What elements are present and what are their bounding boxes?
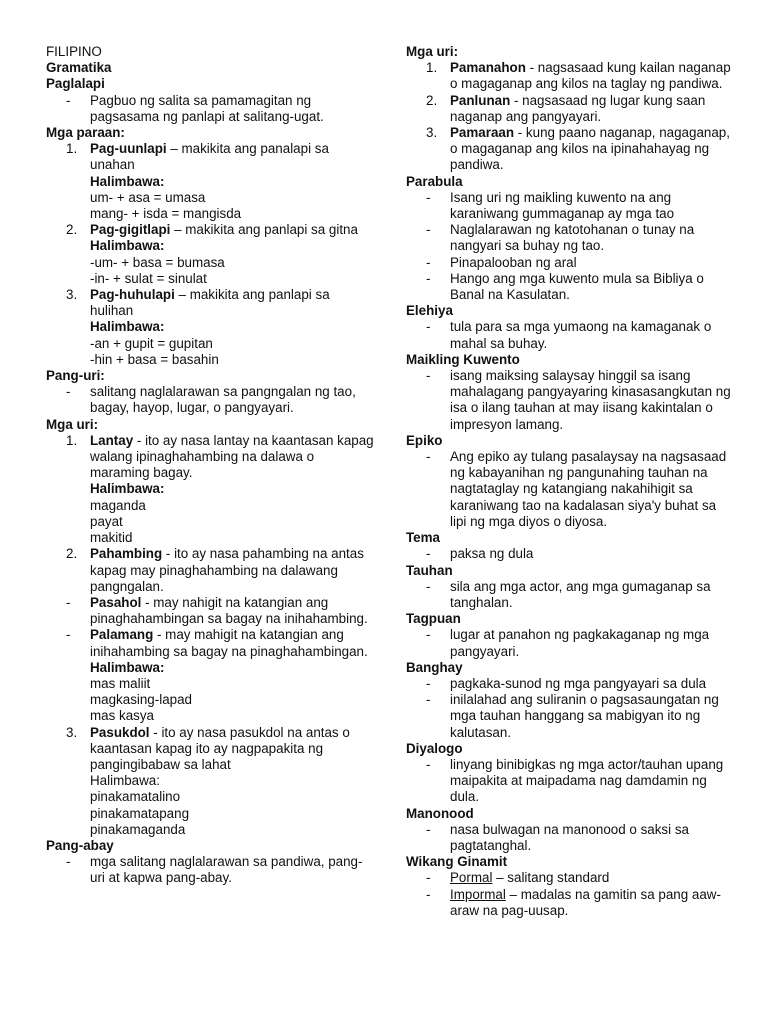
list-item: - pagkaka-sunod ng mga pangyayari sa dula xyxy=(426,675,707,691)
list-item: - Pagbuo ng salita sa pamamagitan ng pagsasama ng panlapi at salitang-ugat. xyxy=(66,92,324,124)
subject-title: FILIPINO xyxy=(46,44,102,59)
list-item-pamanahon: 1. Pamanahon - nagsasaad kung kailan naganap o magaganap ang kilos na taglay ng pandiwa. xyxy=(426,60,731,92)
example: payat xyxy=(90,513,123,529)
example: makitid xyxy=(90,530,133,546)
example: -um- + basa = bumasa xyxy=(90,254,225,270)
right-column xyxy=(406,44,736,919)
list-item-pasukdol: 3. Pasukdol - ito ay nasa pasukdol na antas o kaantasan kapag ito ay nagpapakita ng pangingibabaw sa lahat xyxy=(66,724,350,772)
example: um- + asa = umasa xyxy=(90,189,206,205)
list-item: - tula para sa mga yumaong na kamaganak o mahal sa buhay. xyxy=(426,319,712,351)
list-item: - Hango ang mga kuwento mula sa Bibliya o Banal na Kasulatan. xyxy=(426,270,704,303)
example: mas kasya xyxy=(90,708,154,724)
heading-tagpuan: Tagpuan xyxy=(406,611,461,627)
heading-pang-abay: Pang-abay xyxy=(46,837,114,853)
heading-manonood: Manonood xyxy=(406,805,474,821)
example-label: Halimbawa: xyxy=(90,319,165,335)
list-item-pormal: - Pormal – salitang standard xyxy=(426,870,610,886)
example: magkasing-lapad xyxy=(90,692,192,708)
heading-mga-paraan: Mga paraan: xyxy=(46,125,125,141)
heading-epiko: Epiko xyxy=(406,432,443,448)
list-item-pag-huhulapi: 3. Pag-huhulapi – makikita ang panlapi sa hulihan xyxy=(66,287,330,319)
list-item-palamang: - Palamang - may mahigit na katangian ang inihahambing sa bagay na pinaghahambingan. xyxy=(66,627,368,659)
heading-banghay: Banghay xyxy=(406,659,463,675)
example: mas maliit xyxy=(90,675,151,691)
list-item: - nasa bulwagan na manonood o saksi sa pagtatanghal. xyxy=(426,821,689,853)
list-item: - linyang binibigkas ng mga actor/tauhan upang maipakita at maipadama nag damdamin ng dula. xyxy=(426,756,724,805)
example: maganda xyxy=(90,497,146,513)
list-item-pamaraan: 3. Pamaraan - kung paano naganap, nagaganap, o magaganap ang kilos na ipinahahayag ng pandiwa. xyxy=(426,125,730,173)
list-item: - mga salitang naglalarawan sa pandiwa, pang-uri at kapwa pang-abay. xyxy=(66,854,363,886)
heading-wikang-ginamit: Wikang Ginamit xyxy=(406,854,508,870)
heading-tema: Tema xyxy=(406,530,440,546)
example: -in- + sulat = sinulat xyxy=(90,270,207,286)
list-item: - inilalahad ang suliranin o pagsasaungatan ng mga tauhan hanggang sa mabigyan ito ng kalutasan. xyxy=(426,692,719,740)
list-item-pag-uunlapi: 1. Pag-uunlapi – makikita ang panalapi sa unahan xyxy=(66,141,329,173)
heading-diyalogo: Diyalogo xyxy=(406,740,463,756)
example-label: Halimbawa: xyxy=(90,238,165,254)
example: mang- + isda = mangisda xyxy=(90,206,242,222)
list-item: - Ang epiko ay tulang pasalaysay na nagsasaad ng kabayanihan ng pangunahing tauhan na nagtataglay ng katangiang nakahihigit sa karaniwang tao na kadalasan siya'y buhat sa lipi ng mga diyos o diyosa. xyxy=(426,449,727,529)
example: -hin + basa = basahin xyxy=(90,351,219,367)
example: pinakamaganda xyxy=(90,821,186,837)
example: pinakamatapang xyxy=(90,805,190,821)
list-item-panlunan: 2. Panlunan - nagsasaad ng lugar kung saan naganap ang pangyayari. xyxy=(426,92,706,124)
example: -an + gupit = gupitan xyxy=(90,335,213,351)
list-item: - isang maiksing salaysay hinggil sa isang mahalagang pangyayaring kinasasangkutan ng isa o ilang tauhan at may iisang kakintalan o impresyon lamang. xyxy=(426,368,731,432)
example-label: Halimbawa: xyxy=(90,481,165,497)
list-item: - paksa ng dula xyxy=(426,546,534,562)
example-label: Halimbawa: xyxy=(90,659,165,675)
heading-mga-uri: Mga uri: xyxy=(46,416,99,432)
list-item: - salitang naglalarawan sa pangngalan ng tao, bagay, hayop, lugar, o pangyayari. xyxy=(66,384,356,416)
example: pinakamatalino xyxy=(90,789,181,805)
heading-gramatika: Gramatika xyxy=(46,60,112,76)
list-item: - Pinapalooban ng aral xyxy=(426,254,577,270)
list-item-pag-gigitlapi: 2. Pag-gigitlapi – makikita ang panlapi sa gitna xyxy=(66,222,358,238)
list-item: - Isang uri ng maikling kuwento na ang karaniwang gummaganap ay mga tao xyxy=(426,189,675,222)
heading-parabula: Parabula xyxy=(406,173,463,189)
list-item: - sila ang mga actor, ang mga gumaganap sa tanghalan. xyxy=(426,578,711,610)
list-item-pahambing: 2. Pahambing - ito ay nasa pahambing na antas kapag may pinaghahambing na dalawang pangngalan. xyxy=(66,546,364,594)
left-column xyxy=(46,44,376,887)
heading-pang-uri: Pang-uri: xyxy=(46,368,105,384)
list-item-lantay: 1. Lantay - ito ay nasa lantay na kaantasan kapag walang ipinaghahambing na dalawa o maraming bagay. xyxy=(66,432,374,481)
list-item-pasahol: - Pasahol - may nahigit na katangian ang pinaghahambingan sa bagay na inihahambing. xyxy=(66,594,368,627)
list-item-impormal: - Impormal – madalas na gamitin sa pang aaw-araw na pag-uusap. xyxy=(426,886,721,918)
list-item: - Naglalarawan ng katotohanan o tunay na nangyari sa buhay ng tao. xyxy=(426,222,695,254)
heading-maikling-kuwento: Maikling Kuwento xyxy=(406,351,520,367)
heading-elehiya: Elehiya xyxy=(406,303,453,319)
heading-mga-uri-pang-abay: Mga uri: xyxy=(406,44,459,59)
heading-paglalapi: Paglalapi xyxy=(46,76,105,92)
list-item: - lugar at panahon ng pagkakaganap ng mga pangyayari. xyxy=(426,627,710,659)
example-label: Halimbawa: xyxy=(90,773,160,789)
heading-tauhan: Tauhan xyxy=(406,562,453,578)
example-label: Halimbawa: xyxy=(90,173,165,189)
